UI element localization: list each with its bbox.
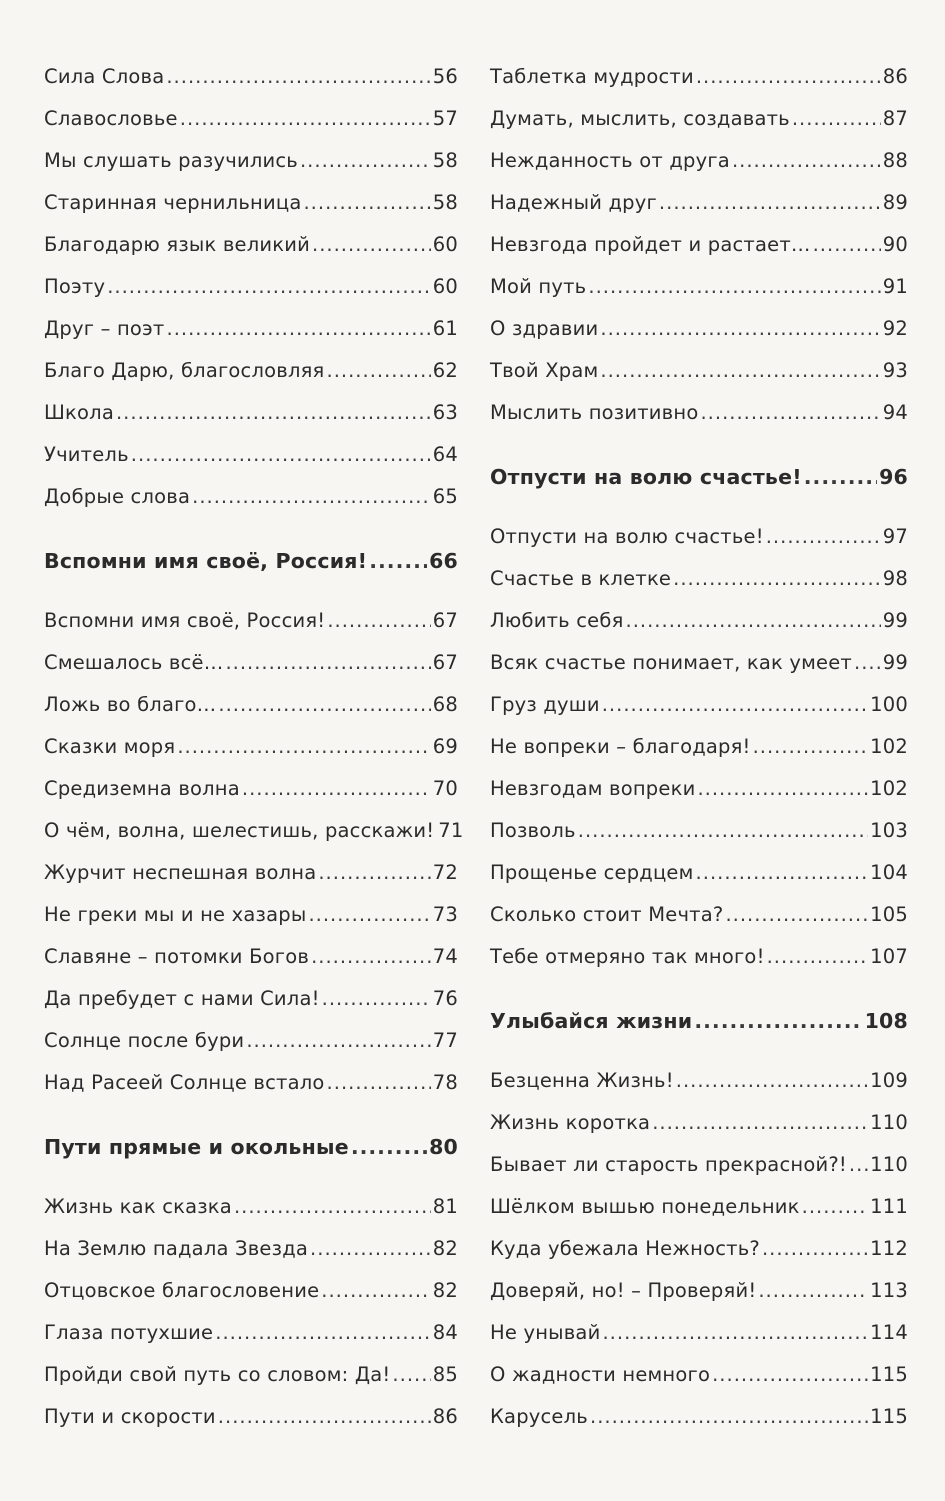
- toc-entry-title: Славословье: [44, 107, 178, 130]
- toc-entry: [490, 558, 908, 600]
- toc-entry: [44, 852, 458, 894]
- toc-dot-leader: [107, 266, 431, 308]
- toc-dot-leader: [167, 308, 431, 350]
- toc-entry: [44, 1020, 458, 1062]
- toc-page-number: 85: [432, 1363, 458, 1386]
- toc-entry: [490, 726, 908, 768]
- toc-entry: [490, 768, 908, 810]
- toc-page-number: 68: [432, 693, 458, 716]
- toc-dot-leader: [321, 1270, 431, 1312]
- toc-dot-leader: [753, 726, 869, 768]
- toc-entry-title: Смешалось всё…: [44, 651, 224, 674]
- toc-entry-title: Не вопреки – благодаря!: [490, 735, 751, 758]
- toc-entry: [490, 1270, 908, 1312]
- toc-entry-title: Тебе отмеряно так много!: [490, 945, 765, 968]
- toc-page-number: 114: [870, 1321, 908, 1344]
- toc-page-number: 61: [432, 317, 458, 340]
- toc-entry: [44, 1354, 458, 1396]
- toc-dot-leader: [732, 140, 881, 182]
- toc-page-number: 57: [432, 107, 458, 130]
- toc-page-number: 71: [438, 819, 464, 842]
- toc-entry: [490, 1102, 908, 1144]
- toc-dot-leader: [600, 308, 880, 350]
- toc-dot-leader: [215, 1312, 431, 1354]
- toc-page-number: 107: [870, 945, 908, 968]
- toc-entry: [490, 1228, 908, 1270]
- toc-entry-title: Карусель: [490, 1405, 588, 1428]
- toc-dot-leader: [697, 768, 868, 810]
- toc-entry-title: Старинная чернильница: [44, 191, 302, 214]
- toc-entry: [490, 684, 908, 726]
- toc-entry: [44, 1396, 458, 1438]
- toc-page-number: 77: [432, 1029, 458, 1052]
- toc-entry-title: Журчит неспешная волна: [44, 861, 317, 884]
- toc-entry-title: Нежданность от друга: [490, 149, 730, 172]
- toc-entry-title: Отпусти на волю счастье!: [490, 465, 802, 489]
- toc-entry-title: Всяк счастье понимает, как умеет: [490, 651, 852, 674]
- toc-entry: [490, 1396, 908, 1438]
- toc-entry: [490, 642, 908, 684]
- toc-entry: [44, 810, 464, 852]
- toc-page-number: 115: [870, 1363, 908, 1386]
- toc-dot-leader: [578, 810, 868, 852]
- toc-entry: [490, 392, 908, 434]
- toc-dot-leader: [177, 726, 430, 768]
- toc-dot-leader: [322, 978, 431, 1020]
- toc-page-number: 86: [882, 65, 908, 88]
- toc-entry: [490, 266, 908, 308]
- toc-entry: [44, 1312, 458, 1354]
- toc-page-number: 102: [870, 777, 908, 800]
- toc-entry-title: О чём, волна, шелестишь, расскажи!: [44, 819, 435, 842]
- toc-dot-leader: [767, 936, 869, 978]
- toc-page-number: 89: [882, 191, 908, 214]
- toc-dot-leader: [694, 1000, 862, 1042]
- toc-entry: [44, 1186, 458, 1228]
- toc-dot-leader: [192, 476, 431, 518]
- toc-page-number: 98: [882, 567, 908, 590]
- toc-dot-leader: [659, 182, 881, 224]
- toc-entry-title: Сколько стоит Мечта?: [490, 903, 724, 926]
- toc-dot-leader: [766, 516, 881, 558]
- toc-entry-title: Любить себя: [490, 609, 624, 632]
- toc-dot-leader: [725, 894, 868, 936]
- toc-dot-leader: [602, 684, 868, 726]
- toc-page-number: 70: [432, 777, 458, 800]
- toc-entry: [44, 182, 458, 224]
- toc-dot-leader: [813, 224, 881, 266]
- toc-page-number: 58: [432, 149, 458, 172]
- toc-page-number: 65: [432, 485, 458, 508]
- toc-entry-title: Не греки мы и не хазары: [44, 903, 307, 926]
- toc-dot-leader: [849, 1144, 868, 1186]
- toc-entry: [490, 98, 908, 140]
- toc-dot-leader: [652, 1102, 868, 1144]
- toc-entry-title: Доверяй, но! – Проверяй!: [490, 1279, 757, 1302]
- toc-entry-title: Безценна Жизнь!: [490, 1069, 674, 1092]
- toc-page-number: 99: [882, 609, 908, 632]
- toc-entry-title: Над Расеей Солнце встало: [44, 1071, 325, 1094]
- toc-page-number: 73: [432, 903, 458, 926]
- toc-page-number: 100: [870, 693, 908, 716]
- toc-dot-leader: [588, 266, 880, 308]
- toc-entry: [44, 308, 458, 350]
- toc-dot-leader: [676, 1060, 868, 1102]
- toc-page-number: 94: [882, 401, 908, 424]
- toc-entry: [44, 434, 458, 476]
- toc-entry-title: Счастье в клетке: [490, 567, 672, 590]
- toc-dot-leader: [218, 684, 430, 726]
- toc-entry: [490, 894, 908, 936]
- toc-page-number: 64: [432, 443, 458, 466]
- toc-entry: [44, 98, 458, 140]
- toc-entry-title: Ложь во благо…: [44, 693, 217, 716]
- toc-dot-leader: [218, 1396, 431, 1438]
- toc-entry: [44, 1270, 458, 1312]
- toc-entry: [44, 768, 458, 810]
- toc-entry-title: Отцовское благословение: [44, 1279, 320, 1302]
- toc-entry: [490, 516, 908, 558]
- toc-entry-title: Сказки моря: [44, 735, 176, 758]
- toc-page-number: 67: [432, 609, 458, 632]
- toc-entry-title: Прощенье сердцем: [490, 861, 694, 884]
- toc-entry-title: Сила Слова: [44, 65, 165, 88]
- toc-entry-title: Шёлком вышью понедельник: [490, 1195, 800, 1218]
- toc-page-number: 90: [882, 233, 908, 256]
- toc-page-number: 82: [432, 1279, 458, 1302]
- toc-entry-title: Таблетка мудрости: [490, 65, 694, 88]
- toc-page-number: 78: [432, 1071, 458, 1094]
- toc-dot-leader: [392, 1354, 430, 1396]
- toc-entry-title: Учитель: [44, 443, 129, 466]
- toc-entry-title: Мой путь: [490, 275, 587, 298]
- toc-entry-title: Глаза потухшие: [44, 1321, 214, 1344]
- toc-entry-title: Отпусти на волю счастье!: [490, 525, 764, 548]
- toc-entry-title: Мы слушать разучились: [44, 149, 298, 172]
- toc-page-number: 67: [432, 651, 458, 674]
- toc-entry-title: Невзгодам вопреки: [490, 777, 696, 800]
- toc-section-heading: [44, 1126, 458, 1168]
- toc-page-number: 115: [870, 1405, 908, 1428]
- toc-entry: [490, 852, 908, 894]
- toc-entry: [490, 600, 908, 642]
- toc-page-number: 108: [864, 1009, 908, 1033]
- toc-entry: [44, 266, 458, 308]
- toc-page-number: 111: [870, 1195, 908, 1218]
- toc-dot-leader: [369, 540, 427, 582]
- toc-page-number: 88: [882, 149, 908, 172]
- toc-page-number: 110: [870, 1153, 908, 1176]
- toc-dot-leader: [166, 56, 430, 98]
- toc-entry: [44, 224, 458, 266]
- toc-entry: [44, 978, 458, 1020]
- toc-dot-leader: [854, 642, 881, 684]
- toc-page-number: 97: [882, 525, 908, 548]
- toc-entry: [490, 308, 908, 350]
- toc-entry-title: Куда убежала Нежность?: [490, 1237, 760, 1260]
- toc-entry-title: На Землю падала Звезда: [44, 1237, 309, 1260]
- toc-page-number: 56: [432, 65, 458, 88]
- toc-page-number: 87: [882, 107, 908, 130]
- toc-entry: [490, 1144, 908, 1186]
- toc-entry-title: Невзгода пройдет и растает…: [490, 233, 811, 256]
- toc-page-number: 103: [870, 819, 908, 842]
- toc-entry: [44, 56, 458, 98]
- toc-entry-title: О жадности немного: [490, 1363, 711, 1386]
- toc-entry-title: Бывает ли старость прекрасной?!: [490, 1153, 847, 1176]
- toc-page-number: 104: [870, 861, 908, 884]
- toc-entry-title: Да пребудет с нами Сила!: [44, 987, 320, 1010]
- toc-page-number: 91: [882, 275, 908, 298]
- toc-entry-title: Славяне – потомки Богов: [44, 945, 310, 968]
- toc-dot-leader: [246, 1020, 430, 1062]
- toc-page-number: 80: [429, 1135, 458, 1159]
- toc-page-number: 92: [882, 317, 908, 340]
- toc-dot-leader: [792, 98, 881, 140]
- toc-page-number: 60: [432, 275, 458, 298]
- toc-entry: [490, 1354, 908, 1396]
- toc-entry-title: Не унывай: [490, 1321, 601, 1344]
- toc-entry: [490, 810, 908, 852]
- toc-page-number: 82: [432, 1237, 458, 1260]
- toc-entry-title: Пути и скорости: [44, 1405, 216, 1428]
- toc-dot-leader: [327, 600, 430, 642]
- toc-entry-title: Думать, мыслить, создавать: [490, 107, 790, 130]
- toc-section-heading: [490, 1000, 908, 1042]
- toc-dot-leader: [700, 392, 880, 434]
- toc-entry-title: О здравии: [490, 317, 599, 340]
- toc-entry-title: Благо Дарю, благословляя: [44, 359, 325, 382]
- toc-dot-leader: [318, 852, 430, 894]
- toc-entry: [44, 600, 458, 642]
- toc-page-number: 105: [870, 903, 908, 926]
- toc-entry-title: Средиземна волна: [44, 777, 240, 800]
- toc-dot-leader: [590, 1396, 868, 1438]
- toc-dot-leader: [327, 1062, 431, 1104]
- toc-entry: [490, 182, 908, 224]
- toc-entry: [44, 684, 458, 726]
- toc-entry: [44, 894, 458, 936]
- toc-entry: [44, 350, 458, 392]
- toc-entry-title: Друг – поэт: [44, 317, 165, 340]
- toc-dot-leader: [311, 936, 431, 978]
- toc-entry: [490, 936, 908, 978]
- toc-entry: [44, 726, 458, 768]
- toc-dot-leader: [308, 894, 430, 936]
- toc-section-heading: [44, 540, 458, 582]
- toc-entry-title: Солнце после бури: [44, 1029, 245, 1052]
- toc-dot-leader: [600, 350, 880, 392]
- toc-entry-title: Школа: [44, 401, 114, 424]
- toc-entry: [44, 392, 458, 434]
- toc-entry: [490, 224, 908, 266]
- toc-entry: [490, 1312, 908, 1354]
- toc-page-number: 99: [882, 651, 908, 674]
- toc-entry-title: Груз души: [490, 693, 600, 716]
- toc-dot-leader: [234, 1186, 431, 1228]
- toc-page-number: 63: [432, 401, 458, 424]
- toc-left-column: [44, 56, 464, 1438]
- toc-page-number: 84: [432, 1321, 458, 1344]
- toc-dot-leader: [351, 1126, 427, 1168]
- toc-entry-title: Благодарю язык великий: [44, 233, 311, 256]
- toc-page-number: 113: [870, 1279, 908, 1302]
- toc-entry-title: Пути прямые и окольные: [44, 1135, 349, 1159]
- toc-entry: [44, 1062, 458, 1104]
- toc-page-number: 102: [870, 735, 908, 758]
- toc-page-number: 58: [432, 191, 458, 214]
- toc-entry-title: Улыбайся жизни: [490, 1009, 693, 1033]
- toc-section-heading: [490, 456, 908, 498]
- toc-page-number: 96: [879, 465, 908, 489]
- toc-entry: [490, 1186, 908, 1228]
- toc-dot-leader: [626, 600, 881, 642]
- toc-page-number: 60: [432, 233, 458, 256]
- toc-entry-title: Мыслить позитивно: [490, 401, 699, 424]
- toc-dot-leader: [758, 1270, 868, 1312]
- toc-dot-leader: [180, 98, 431, 140]
- toc-entry: [44, 936, 458, 978]
- toc-page-number: 112: [870, 1237, 908, 1260]
- toc-dot-leader: [116, 392, 431, 434]
- toc-dot-leader: [802, 1186, 869, 1228]
- toc-entry: [44, 140, 458, 182]
- toc-page-number: 76: [432, 987, 458, 1010]
- toc-dot-leader: [225, 642, 430, 684]
- toc-page-number: 86: [432, 1405, 458, 1428]
- toc-dot-leader: [762, 1228, 868, 1270]
- toc-dot-leader: [673, 558, 881, 600]
- toc-page-number: 66: [429, 549, 458, 573]
- toc-dot-leader: [804, 456, 877, 498]
- toc-dot-leader: [300, 140, 431, 182]
- toc-entry: [490, 56, 908, 98]
- toc-dot-leader: [242, 768, 431, 810]
- toc-page-number: 62: [432, 359, 458, 382]
- toc-page-number: 110: [870, 1111, 908, 1134]
- toc-entry-title: Позволь: [490, 819, 576, 842]
- toc-entry: [490, 140, 908, 182]
- toc-page-number: 109: [870, 1069, 908, 1092]
- toc-entry-title: Твой Храм: [490, 359, 599, 382]
- toc-entry-title: Вспомни имя своё, Россия!: [44, 549, 368, 573]
- toc-dot-leader: [696, 852, 869, 894]
- toc-dot-leader: [312, 224, 431, 266]
- toc-entry-title: Пройди свой путь со словом: Да!: [44, 1363, 391, 1386]
- toc-dot-leader: [696, 56, 881, 98]
- toc-dot-leader: [310, 1228, 431, 1270]
- toc-page-number: 69: [432, 735, 458, 758]
- toc-entry: [44, 1228, 458, 1270]
- toc-dot-leader: [712, 1354, 868, 1396]
- toc-entry-title: Поэту: [44, 275, 106, 298]
- toc-dot-leader: [131, 434, 431, 476]
- toc-dot-leader: [602, 1312, 868, 1354]
- toc-entry-title: Вспомни имя своё, Россия!: [44, 609, 326, 632]
- toc-entry-title: Жизнь коротка: [490, 1111, 651, 1134]
- toc-entry-title: Жизнь как сказка: [44, 1195, 232, 1218]
- toc-page-number: 93: [882, 359, 908, 382]
- toc-right-column: [490, 56, 908, 1438]
- toc-page-number: 81: [432, 1195, 458, 1218]
- toc-entry: [44, 476, 458, 518]
- toc-entry: [44, 642, 458, 684]
- toc-page-number: 72: [432, 861, 458, 884]
- toc-entry-title: Надежный друг: [490, 191, 657, 214]
- toc-entry-title: Добрые слова: [44, 485, 191, 508]
- toc-entry: [490, 1060, 908, 1102]
- toc-page-number: 74: [432, 945, 458, 968]
- toc-dot-leader: [303, 182, 430, 224]
- toc-dot-leader: [327, 350, 431, 392]
- toc-entry: [490, 350, 908, 392]
